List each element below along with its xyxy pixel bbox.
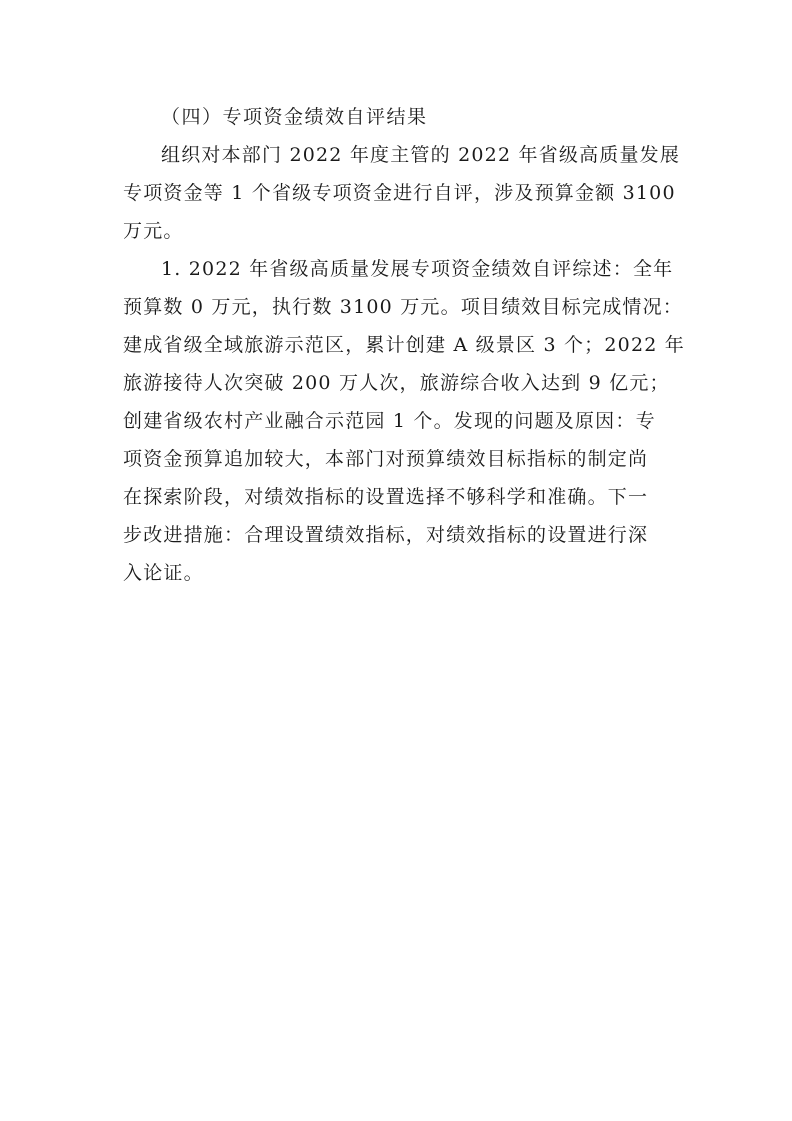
paragraph-fund-evaluation-overview <box>123 250 685 592</box>
section-heading: （四）专项资金绩效自评结果 <box>161 106 428 128</box>
paragraph-line: 万元。 <box>123 220 184 242</box>
paragraph-line: 旅游接待人次突破 200 万人次，旅游综合收入达到 9 亿元； <box>123 372 670 394</box>
paragraph-line: 专项资金等 1 个省级专项资金进行自评，涉及预算金额 3100 <box>123 182 676 204</box>
paragraph-line: 预算数 0 万元，执行数 3100 万元。项目绩效目标完成情况： <box>123 296 684 318</box>
paragraph-self-evaluation-summary <box>123 136 681 250</box>
paragraph-line: 项资金预算追加较大，本部门对预算绩效目标指标的制定尚 <box>123 448 649 470</box>
paragraph-line: 创建省级农村产业融合示范园 1 个。发现的问题及原因：专 <box>123 410 656 432</box>
paragraph-line: 1. 2022 年省级高质量发展专项资金绩效自评综述：全年 <box>161 258 674 280</box>
paragraph-line: 入论证。 <box>123 562 204 584</box>
document-body <box>123 98 685 592</box>
paragraph-line: 建成省级全域旅游示范区，累计创建 A 级景区 3 个；2022 年 <box>123 334 685 356</box>
paragraph-line: 步改进措施：合理设置绩效指标，对绩效指标的设置进行深 <box>123 524 649 546</box>
paragraph-line: 在探索阶段，对绩效指标的设置选择不够科学和准确。下一 <box>123 486 649 508</box>
paragraph-line: 组织对本部门 2022 年度主管的 2022 年省级高质量发展 <box>161 144 681 166</box>
